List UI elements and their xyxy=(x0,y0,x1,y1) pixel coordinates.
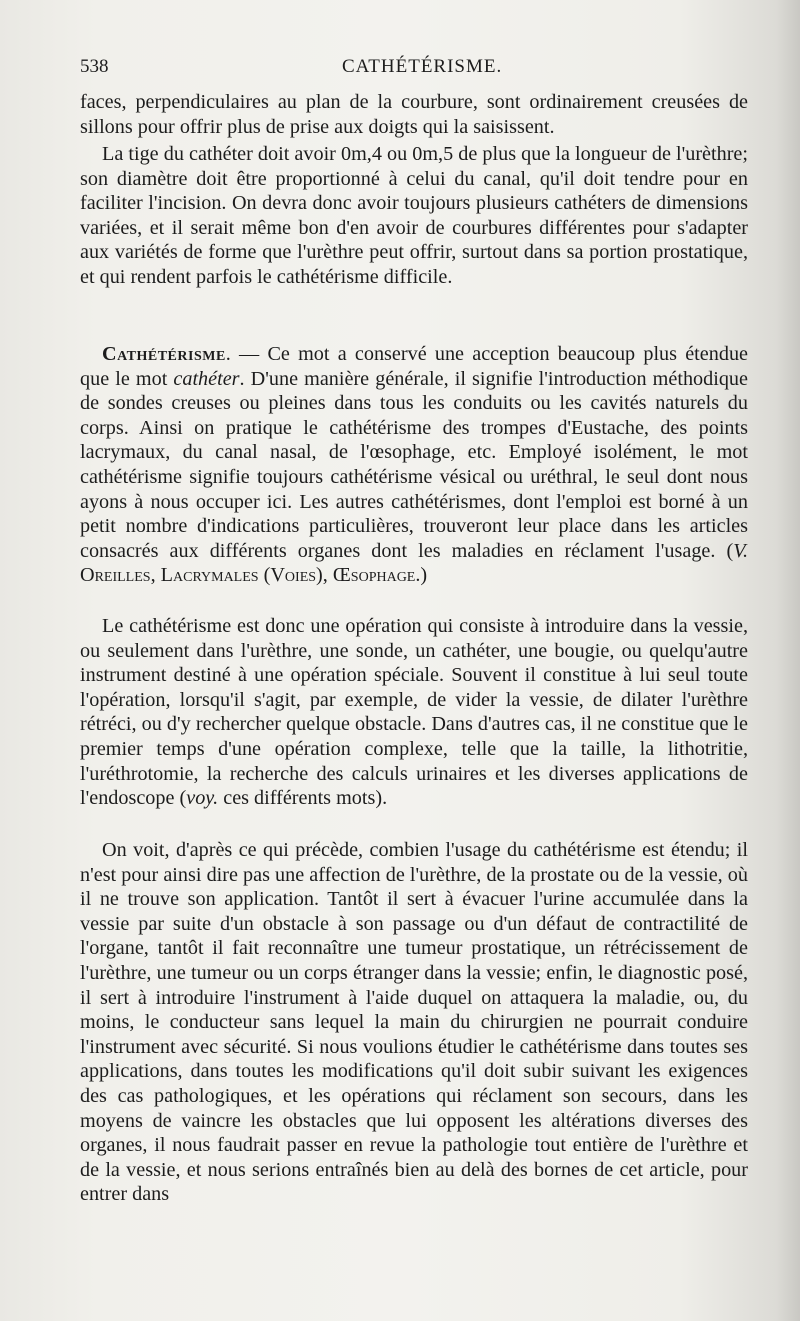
entry-headword: Cathétérisme xyxy=(102,343,226,365)
running-title: CATHÉTÉRISME. xyxy=(342,56,503,77)
paragraph-text: ces différents mots). xyxy=(218,787,388,810)
paragraph-operation xyxy=(80,614,748,811)
paragraph-text: . D'une manière générale, il signifie l'introduction méthodique de sondes creuses ou pleines dans tous les conduits ou les cavités naturels du corps. Ainsi on pratique le cathétérisme des trompes d'Eustache, des points lacrymaux, du canal nasal, de l'œsophage, etc. Employé isolément, le mot cathétérisme signifie toujours cathétérisme vésical ou uréthral, le seul dont nous ayons à nous occuper ici. Les autres cathétérismes, dont l'emploi est borné à un petit nombre d'indications particulières, trouveront leur place dans les articles consacrés aux différents organes dont les maladies en réclament l'usage. ( xyxy=(80,367,748,562)
paragraph-continuation: faces, perpendiculaires au plan de la courbure, sont ordinairement creusées de sillons pour offrir plus de prise aux doigts qui la saisissent. xyxy=(80,91,748,138)
page-header xyxy=(80,56,748,84)
cross-reference: Oreilles, Lacrymales (Voies), Œsophage. xyxy=(80,564,421,587)
paragraph-text: . — Ce mot a conservé une acception beaucoup plus étendue que le mot xyxy=(80,343,748,390)
page-number: 538 xyxy=(80,56,109,77)
paragraph-usage: On voit, d'après ce qui précède, combien l'usage du cathétérisme est étendu; il n'est pour ainsi dire pas une affection de l'urèthre, de la prostate ou de la vessie, où il ne trouve son application. Tantôt il sert à évacuer l'urine accumulée dans la vessie par suite d'un obstacle à son passage ou d'un défaut de contractilité de l'organe, tantôt il fait reconnaître une tumeur prostatique, un rétrécissement de l'urèthre, une tumeur ou un corps étranger dans la vessie; enfin, le diagnostic posé, il sert à introduire l'instrument à l'aide duquel on attaquera la maladie, ou, du moins, le conducteur sans lequel la main du chirurgien ne pourrait conduire l'instrument avec sécurité. Si nous voulions étudier le cathétérisme dans toutes ses applications, dans toutes les modifications qu'il doit subir suivant les exigences des cas pathologiques, et les opérations qui réclament son secours, dans les moyens de vaincre les obstacles que lui opposent les altérations diverses des organes, il nous faudrait passer en revue la pathologie tout entière de l'urèthre et de la vessie, et nous serions entraînés bien au delà des bornes de cet article, pour entrer dans xyxy=(80,839,748,1206)
paragraph-catheter-shaft: La tige du cathéter doit avoir 0m,4 ou 0m,5 de plus que la longueur de l'urèthre; son diamètre doit être proportionné à celui du canal, qu'il doit tendre pour en faciliter l'incision. On devra donc avoir toujours plusieurs cathéters de dimensions variées, et il serait même bon d'en avoir de courbures différentes pour s'adapter aux variétés de forme que l'urèthre peut offrir, surtout dans sa portion prostatique, et qui rendent parfois le cathétérisme difficile. xyxy=(80,143,748,288)
italic-abbrev: voy. xyxy=(186,787,219,810)
italic-term: cathéter xyxy=(173,367,240,390)
italic-abbrev: V. xyxy=(733,539,748,562)
paragraph-text: ) xyxy=(420,564,428,587)
paragraph-text: Le cathétérisme est donc une opération qui consiste à introduire dans la vessie, ou seulement dans l'urèthre, une sonde, un cathéter, une bougie, ou quelqu'autre instrument destiné à une opération spéciale. Souvent il constitue à lui seul toute l'opération, lorsqu'il s'agit, par exemple, de vider la vessie, de dilater l'urèthre rétréci, ou d'y rechercher quelque obstacle. Dans d'autres cas, il ne constitue que le premier temps d'une opération complexe, telle que la taille, la lithotritie, l'uréthrotomie, la recherche des calculs urinaires et les diverses applications de l'endoscope ( xyxy=(80,615,748,810)
paragraph-catheterisme-definition xyxy=(80,342,748,588)
